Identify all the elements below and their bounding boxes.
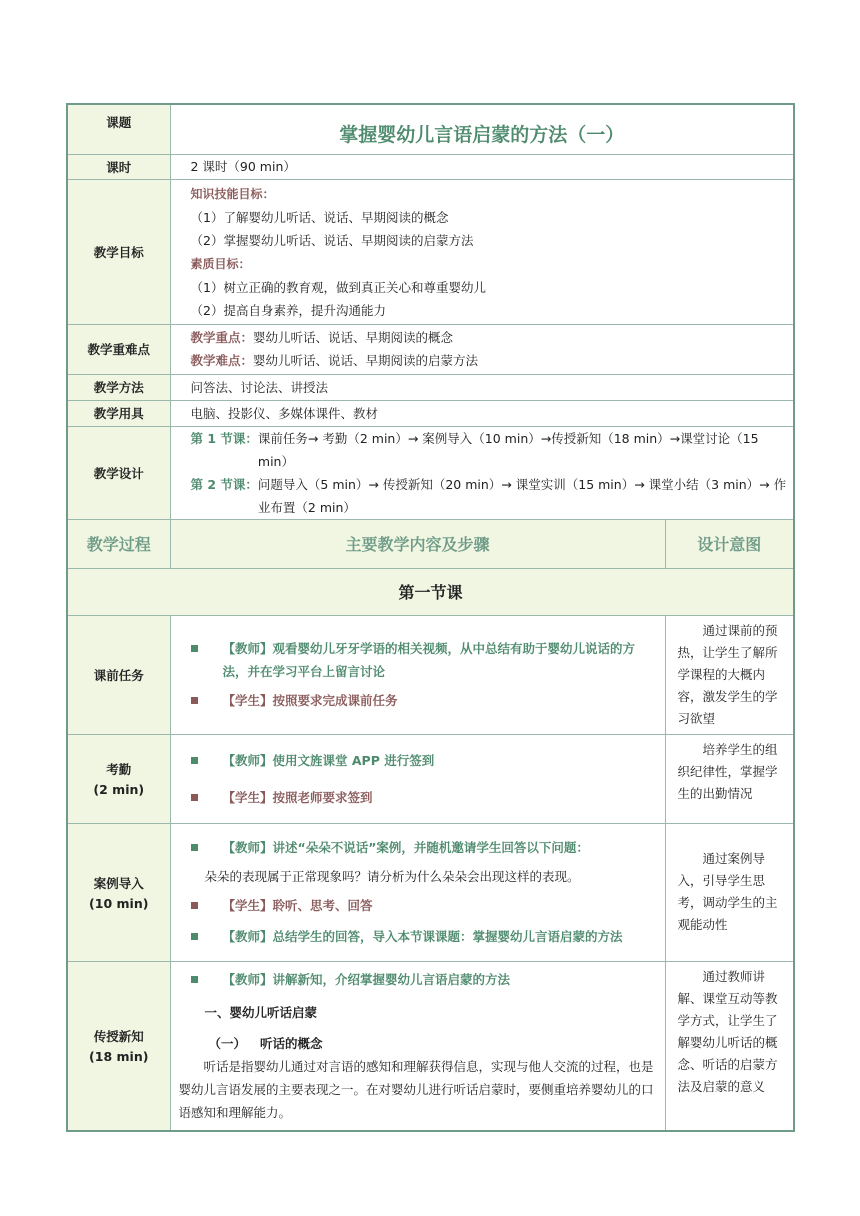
section-row <box>67 568 794 615</box>
intent-text: 通过教师讲解、课堂互动等教学方式，让学生了解婴幼儿听话的概念、听话的启蒙方法及启蒙的意义 <box>677 968 778 1094</box>
stage-duration: (10 min) <box>89 895 149 911</box>
lesson1-text: 课前任务→ 考勤（2 min）→ 案例导入（10 min）→传授新知（18 min）→课堂讨论（15 min） <box>257 430 759 469</box>
concept-paragraph: 听话是指婴幼儿通过对言语的感知和理解获得信息，实现与他人交流的过程，也是婴幼儿言语发展的主要表现之一。在对婴幼儿进行听话启蒙时，要侧重培养婴幼儿的口语感知和理解能力。 <box>178 1058 654 1120</box>
content-cell <box>170 961 665 1131</box>
bullet-square-icon <box>191 697 198 704</box>
teacher-bullet: 【教师】观看婴幼儿牙牙学语的相关视频，从中总结有助于婴幼儿说话的方法，并在学习平台上留言讨论 <box>171 637 659 683</box>
student-bullet: 【学生】聆听、思考、回答 <box>171 894 659 917</box>
knowledge-item-1: （1）了解婴幼儿听话、说话、早期阅读的概念 <box>190 209 449 225</box>
teacher-bullet: 【教师】讲解新知，介绍掌握婴幼儿言语启蒙的方法 <box>171 968 657 991</box>
intent-cell <box>665 961 794 1131</box>
lesson2-text: 问题导入（5 min）→ 传授新知（20 min）→ 课堂实训（15 min）→ 课堂小结（3 min）→ 作业布置（2 min） <box>257 476 787 515</box>
subsection-number: （一） <box>208 1035 247 1051</box>
column-intent: 设计意图 <box>665 519 794 568</box>
key-point-text: 婴幼儿听话、说话、早期阅读的概念 <box>253 330 454 345</box>
intent-cell <box>665 734 794 823</box>
stage-name: 课前任务 <box>93 667 144 683</box>
hard-point-label: 教学难点： <box>190 353 254 368</box>
key-point-line <box>191 326 794 349</box>
goals-row <box>67 179 794 324</box>
lesson2-label: 第 2 节课： <box>190 476 258 492</box>
method-row <box>67 374 794 400</box>
lesson-plan-sheet <box>66 103 793 1132</box>
stage-name: 考勤 <box>106 762 132 777</box>
column-process: 教学过程 <box>67 519 170 568</box>
teacher-bullet: 【教师】讲述“朵朵不说话”案例，并随机邀请学生回答以下问题： <box>171 836 659 859</box>
subsection-heading <box>171 1032 657 1055</box>
intent-cell <box>665 823 794 961</box>
tools-row <box>67 400 794 426</box>
design-content <box>170 426 794 519</box>
goals-content <box>170 179 794 324</box>
hard-point-line <box>191 349 794 372</box>
column-header-row <box>67 519 794 568</box>
lesson2-line <box>191 473 788 519</box>
knowledge-item-2: （2）掌握婴幼儿听话、说话、早期阅读的启蒙方法 <box>190 232 474 248</box>
topic-label: 课题 <box>67 104 170 154</box>
section-title: 第一节课 <box>67 568 794 615</box>
stage-name: 传授新知 <box>93 1029 144 1045</box>
table-row <box>67 823 794 961</box>
teacher-bullet: 【教师】总结学生的回答，导入本节课课题：掌握婴幼儿言语启蒙的方法 <box>171 925 659 948</box>
student-bullet: 【学生】按照要求完成课前任务 <box>171 689 659 712</box>
keypoints-row <box>67 324 794 374</box>
tools-value: 电脑、投影仪、多媒体课件、教材 <box>170 400 794 426</box>
quality-heading: 素质目标： <box>190 256 251 271</box>
intent-text: 培养学生的组织纪律性，掌握学生的出勤情况 <box>677 741 778 801</box>
hours-label: 课时 <box>67 154 170 179</box>
goals-label: 教学目标 <box>67 179 170 324</box>
quality-item-1: （1）树立正确的教育观，做到真正关心和尊重婴幼儿 <box>190 279 486 295</box>
content-cell <box>170 823 665 961</box>
method-value: 问答法、讨论法、讲授法 <box>170 374 794 400</box>
lesson-plan-table <box>66 103 795 1132</box>
bullet-square-icon <box>191 794 198 801</box>
stage-cell <box>67 734 170 823</box>
subsection-title: 听话的概念 <box>260 1035 323 1051</box>
stage-name: 案例导入 <box>93 875 144 891</box>
content-cell <box>170 734 665 823</box>
teacher-bullet: 【教师】使用文旌课堂 APP 进行签到 <box>171 749 659 772</box>
stage-duration: (18 min) <box>89 1049 149 1065</box>
hours-row <box>67 154 794 179</box>
section-heading: 一、婴幼儿听话启蒙 <box>204 1004 318 1020</box>
bullet-square-icon <box>191 844 198 851</box>
tools-label: 教学用具 <box>67 400 170 426</box>
bullet-square-icon <box>191 757 198 764</box>
stage-cell <box>67 615 170 734</box>
bullet-square-icon <box>191 933 198 940</box>
method-label: 教学方法 <box>67 374 170 400</box>
bullet-square-icon <box>191 902 198 909</box>
intent-cell <box>665 615 794 734</box>
bullet-square-icon <box>191 976 198 983</box>
intent-text: 通过案例导入，引导学生思考，调动学生的主观能动性 <box>677 851 778 932</box>
hours-value: 2 课时（90 min） <box>170 154 794 179</box>
student-bullet: 【学生】按照老师要求签到 <box>171 786 659 809</box>
lesson1-line <box>191 427 788 473</box>
case-question: 朵朵的表现属于正常现象吗？请分析为什么朵朵会出现这样的表现。 <box>204 869 580 884</box>
design-row <box>67 426 794 519</box>
keypoints-content <box>170 324 794 374</box>
key-point-label: 教学重点： <box>190 330 254 345</box>
keypoints-label: 教学重难点 <box>67 324 170 374</box>
bullet-square-icon <box>191 645 198 652</box>
design-label: 教学设计 <box>67 426 170 519</box>
intent-text: 通过课前的预热，让学生了解所学课程的大概内容，激发学生的学习欲望 <box>677 622 778 726</box>
topic-row <box>67 104 794 154</box>
column-content: 主要教学内容及步骤 <box>170 519 665 568</box>
quality-item-2: （2）提高自身素养，提升沟通能力 <box>190 302 386 318</box>
lesson1-label: 第 1 节课： <box>190 430 258 446</box>
stage-cell <box>67 961 170 1131</box>
table-row <box>67 961 794 1131</box>
stage-duration: (2 min) <box>93 782 145 797</box>
table-row <box>67 615 794 734</box>
content-cell <box>170 615 665 734</box>
hard-point-text: 婴幼儿听话、说话、早期阅读的启蒙方法 <box>253 353 479 368</box>
table-row <box>67 734 794 823</box>
stage-cell <box>67 823 170 961</box>
lesson-title: 掌握婴幼儿言语启蒙的方法（一） <box>170 104 794 154</box>
knowledge-heading: 知识技能目标： <box>190 186 275 201</box>
